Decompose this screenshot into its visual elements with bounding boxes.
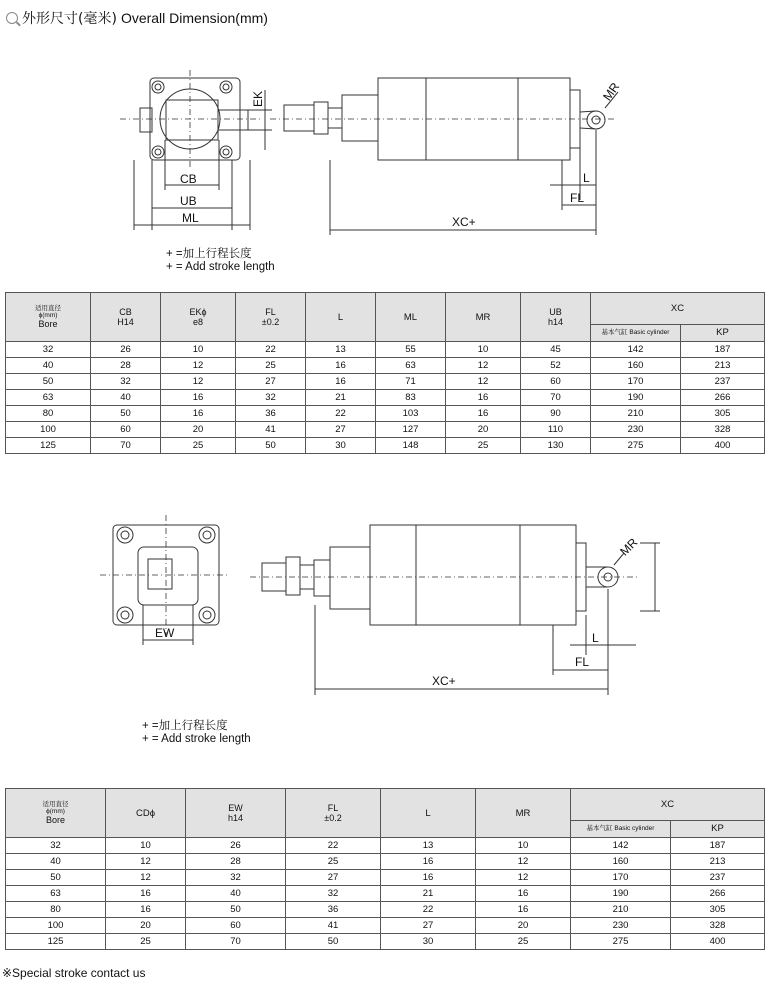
table-cell: 13 — [306, 342, 376, 358]
table-cell: 25 — [446, 438, 521, 454]
col-xc-kp: KP — [681, 324, 765, 341]
col-ew: EW h14 — [186, 789, 286, 838]
table-cell: 12 — [446, 374, 521, 390]
label-xc-2: XC+ — [432, 674, 456, 688]
table-cell: 25 — [236, 358, 306, 374]
table-row — [6, 438, 765, 454]
table-cell: 50 — [6, 374, 91, 390]
search-icon — [6, 12, 18, 24]
table-cell: 100 — [6, 918, 106, 934]
table-cell: 12 — [161, 374, 236, 390]
table-cell: 10 — [446, 342, 521, 358]
table-cell: 30 — [306, 438, 376, 454]
col-cb: CB H14 — [91, 293, 161, 342]
col-xc-basic: 基本气缸 Basic cylinder — [591, 324, 681, 341]
col-xc-kp-2: KP — [671, 820, 765, 837]
table-row — [6, 374, 765, 390]
table-cell: 10 — [476, 838, 571, 854]
label-ek: EK — [251, 90, 265, 107]
table-cell: 28 — [186, 854, 286, 870]
table-cell: 90 — [521, 406, 591, 422]
col-bore-2: 适用直径 ϕ(mm) Bore — [6, 789, 106, 838]
table-cell: 230 — [591, 422, 681, 438]
table-cell: 160 — [591, 358, 681, 374]
label-ub: UB — [180, 194, 197, 208]
table-row — [6, 934, 765, 950]
table-cell: 210 — [571, 902, 671, 918]
col-xc-2: XC — [571, 789, 765, 821]
table-cell: 305 — [671, 902, 765, 918]
table-cell: 60 — [521, 374, 591, 390]
col-fl-2: FL ±0.2 — [286, 789, 381, 838]
table-cell: 63 — [6, 390, 91, 406]
table-cell: 16 — [106, 886, 186, 902]
table-cell: 63 — [6, 886, 106, 902]
table-row — [6, 406, 765, 422]
table-cell: 60 — [186, 918, 286, 934]
drawing-1 — [0, 40, 765, 290]
table-cell: 25 — [106, 934, 186, 950]
table-cell: 213 — [681, 358, 765, 374]
table-cell: 190 — [591, 390, 681, 406]
table-cell: 20 — [161, 422, 236, 438]
table-cell: 16 — [106, 902, 186, 918]
table-cell: 40 — [6, 358, 91, 374]
table-row — [6, 422, 765, 438]
table-cell: 27 — [286, 870, 381, 886]
table-cell: 32 — [286, 886, 381, 902]
table-cell: 142 — [571, 838, 671, 854]
col-bore: 适用直径 ϕ(mm) Bore — [6, 293, 91, 342]
table-cell: 52 — [521, 358, 591, 374]
stroke-note-zh-2: + =加上行程长度 — [142, 720, 228, 732]
table-row — [6, 870, 765, 886]
col-ub: UB h14 — [521, 293, 591, 342]
table-cell: 100 — [6, 422, 91, 438]
table-cell: 328 — [671, 918, 765, 934]
table-cell: 45 — [521, 342, 591, 358]
table-cell: 70 — [91, 438, 161, 454]
label-l-2: L — [592, 631, 599, 645]
table-row — [6, 342, 765, 358]
dimension-table-1 — [5, 292, 765, 454]
table-cell: 71 — [376, 374, 446, 390]
label-fl-2: FL — [575, 655, 590, 669]
table-cell: 50 — [186, 902, 286, 918]
table-cell: 328 — [681, 422, 765, 438]
table-cell: 70 — [186, 934, 286, 950]
table-cell: 170 — [571, 870, 671, 886]
col-xc-basic-2: 基本气缸 Basic cylinder — [571, 820, 671, 837]
table-cell: 32 — [91, 374, 161, 390]
table-row — [6, 390, 765, 406]
stroke-note-zh: + =加上行程长度 — [166, 248, 252, 260]
page-title — [6, 8, 268, 28]
table-cell: 12 — [161, 358, 236, 374]
table-cell: 148 — [376, 438, 446, 454]
table-cell: 27 — [236, 374, 306, 390]
table-cell: 80 — [6, 406, 91, 422]
table-cell: 12 — [476, 870, 571, 886]
table-row — [6, 918, 765, 934]
label-ew: EW — [155, 626, 175, 640]
table-cell: 125 — [6, 438, 91, 454]
stroke-note-en-2: + = Add stroke length — [142, 733, 251, 745]
table-cell: 266 — [681, 390, 765, 406]
table-cell: 50 — [236, 438, 306, 454]
table-cell: 36 — [286, 902, 381, 918]
table-cell: 275 — [591, 438, 681, 454]
table-cell: 55 — [376, 342, 446, 358]
table-cell: 41 — [286, 918, 381, 934]
table-cell: 26 — [91, 342, 161, 358]
table-cell: 12 — [106, 870, 186, 886]
table-cell: 305 — [681, 406, 765, 422]
table-cell: 50 — [6, 870, 106, 886]
col-l-2: L — [381, 789, 476, 838]
table-cell: 10 — [106, 838, 186, 854]
table-cell: 12 — [476, 854, 571, 870]
col-xc: XC — [591, 293, 765, 325]
table-cell: 400 — [681, 438, 765, 454]
table-cell: 50 — [91, 406, 161, 422]
label-ml: ML — [182, 211, 199, 225]
table-cell: 237 — [681, 374, 765, 390]
table-cell: 13 — [381, 838, 476, 854]
table-cell: 63 — [376, 358, 446, 374]
table-cell: 22 — [286, 838, 381, 854]
table-cell: 20 — [446, 422, 521, 438]
table-cell: 20 — [476, 918, 571, 934]
table-cell: 16 — [161, 406, 236, 422]
label-xc: XC+ — [452, 215, 476, 229]
table-cell: 26 — [186, 838, 286, 854]
table-cell: 21 — [381, 886, 476, 902]
table-cell: 160 — [571, 854, 671, 870]
label-cb: CB — [180, 172, 197, 186]
table-2-body — [6, 838, 765, 950]
stroke-note-en: + = Add stroke length — [166, 261, 275, 273]
table-cell: 22 — [236, 342, 306, 358]
col-fl: FL ±0.2 — [236, 293, 306, 342]
table-cell: 25 — [161, 438, 236, 454]
table-row — [6, 886, 765, 902]
table-cell: 36 — [236, 406, 306, 422]
table-cell: 16 — [446, 390, 521, 406]
table-row — [6, 854, 765, 870]
table-cell: 83 — [376, 390, 446, 406]
table-cell: 16 — [381, 854, 476, 870]
table-cell: 60 — [91, 422, 161, 438]
table-cell: 237 — [671, 870, 765, 886]
table-cell: 16 — [476, 902, 571, 918]
col-ek: EKϕ e8 — [161, 293, 236, 342]
table-cell: 32 — [236, 390, 306, 406]
table-cell: 30 — [381, 934, 476, 950]
table-cell: 27 — [306, 422, 376, 438]
table-cell: 142 — [591, 342, 681, 358]
table-cell: 22 — [381, 902, 476, 918]
stroke-note-2 — [142, 720, 251, 746]
footer-note: ※Special stroke contact us — [2, 966, 146, 980]
table-row — [6, 838, 765, 854]
table-cell: 41 — [236, 422, 306, 438]
table-cell: 16 — [161, 390, 236, 406]
stroke-note-1 — [166, 248, 275, 274]
table-cell: 213 — [671, 854, 765, 870]
drawing-2 — [0, 505, 765, 705]
col-mr-2: MR — [476, 789, 571, 838]
col-l: L — [306, 293, 376, 342]
table-1-body — [6, 342, 765, 454]
title-zh: 外形尺寸(毫米) — [22, 11, 117, 27]
table-cell: 12 — [106, 854, 186, 870]
label-l: L — [583, 171, 590, 185]
dimension-table-2 — [5, 788, 765, 950]
table-cell: 266 — [671, 886, 765, 902]
label-mr-2: MR — [617, 535, 641, 559]
table-cell: 32 — [6, 838, 106, 854]
table-cell: 40 — [186, 886, 286, 902]
table-cell: 12 — [446, 358, 521, 374]
table-cell: 125 — [6, 934, 106, 950]
col-ml: ML — [376, 293, 446, 342]
table-cell: 400 — [671, 934, 765, 950]
table-cell: 110 — [521, 422, 591, 438]
title-en: Overall Dimension(mm) — [120, 10, 268, 26]
table-cell: 16 — [306, 374, 376, 390]
table-cell: 40 — [91, 390, 161, 406]
table-cell: 80 — [6, 902, 106, 918]
table-cell: 275 — [571, 934, 671, 950]
table-cell: 210 — [591, 406, 681, 422]
table-cell: 27 — [381, 918, 476, 934]
table-cell: 32 — [186, 870, 286, 886]
table-cell: 25 — [286, 854, 381, 870]
label-fl: FL — [570, 191, 585, 205]
table-cell: 70 — [521, 390, 591, 406]
table-cell: 16 — [446, 406, 521, 422]
table-cell: 16 — [306, 358, 376, 374]
col-mr: MR — [446, 293, 521, 342]
table-cell: 103 — [376, 406, 446, 422]
col-cd: CDϕ — [106, 789, 186, 838]
table-row — [6, 902, 765, 918]
table-cell: 20 — [106, 918, 186, 934]
table-cell: 32 — [6, 342, 91, 358]
table-cell: 25 — [476, 934, 571, 950]
table-cell: 16 — [476, 886, 571, 902]
table-cell: 40 — [6, 854, 106, 870]
table-cell: 130 — [521, 438, 591, 454]
table-cell: 21 — [306, 390, 376, 406]
table-cell: 187 — [681, 342, 765, 358]
label-mr: MR — [600, 79, 623, 104]
table-cell: 190 — [571, 886, 671, 902]
table-cell: 28 — [91, 358, 161, 374]
table-cell: 10 — [161, 342, 236, 358]
table-cell: 230 — [571, 918, 671, 934]
table-cell: 187 — [671, 838, 765, 854]
table-cell: 127 — [376, 422, 446, 438]
table-cell: 50 — [286, 934, 381, 950]
table-cell: 22 — [306, 406, 376, 422]
table-cell: 16 — [381, 870, 476, 886]
table-cell: 170 — [591, 374, 681, 390]
table-row — [6, 358, 765, 374]
